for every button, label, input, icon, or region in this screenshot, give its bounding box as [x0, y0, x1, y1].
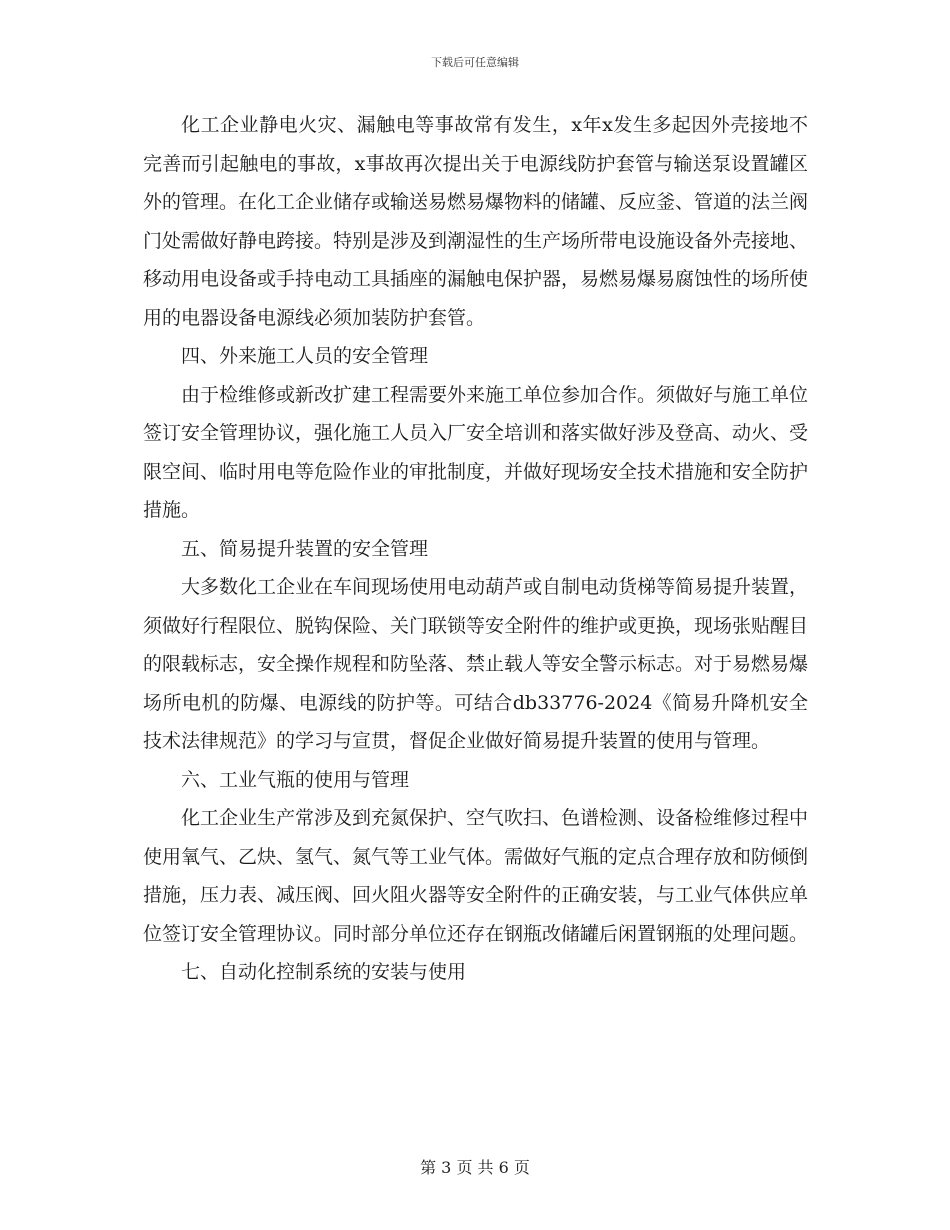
section-heading-gas-cylinders: 六、工业气瓶的使用与管理 [181, 768, 410, 791]
section-heading-contractors: 四、外来施工人员的安全管理 [181, 345, 429, 367]
page-header: 下载后可任意编辑 [431, 56, 519, 69]
paragraph-gas-cylinders: 化工企业生产常涉及到充氮保护、空气吹扫、色谱检测、设备检维修过程中使用氧气、乙炔、氢气、氮气等工业气体。需做好气瓶的定点合理存放和防倾倒措施，压力表、减压阀、回火阻火器等安全附件的正确安装，与工业气体供应单位签订安全管理协议。同时部分单位还存在钢瓶改储罐后闲置钢瓶的处理问题。 [143, 807, 809, 945]
document-body [143, 106, 808, 992]
section-heading-automation: 七、自动化控制系统的安装与使用 [181, 961, 467, 983]
section-heading-lifting-devices: 五、简易提升装置的安全管理 [181, 537, 429, 560]
paragraph-static-electricity: 化工企业静电火灾、漏触电等事故常有发生，x年x发生多起因外壳接地不完善而引起触电的事故，x事故再次提出关于电源线防护套管与输送泵设置罐区外的管理。在化工企业储存或输送易燃易爆物料的储罐、反应釜、管道的法兰阀门处需做好静电跨接。特别是涉及到潮湿性的生产场所带电设施设备外壳接地、移动用电设备或手持电动工具插座的漏触电保护器，易燃易爆易腐蚀性的场所使用的电器设备电源线必须加装防护套管。 [143, 114, 809, 329]
paragraph-contractors: 由于检维修或新改扩建工程需要外来施工单位参加合作。须做好与施工单位签订安全管理协议，强化施工人员入厂安全培训和落实做好涉及登高、动火、受限空间、临时用电等危险作业的审批制度，并做好现场安全技术措施和安全防护措施。 [143, 383, 809, 521]
paragraph-lifting-devices: 大多数化工企业在车间现场使用电动葫芦或自制电动货梯等简易提升装置，须做好行程限位、脱钩保险、关门联锁等安全附件的维护或更换，现场张贴醒目的限载标志，安全操作规程和防坠落、禁止载人等安全警示标志。对于易燃易爆场所电机的防爆、电源线的防护等。可结合db33776-2024《简易升降机安全技术法律规范》的学习与宣贯，督促企业做好简易提升装置的使用与管理。 [143, 576, 809, 752]
page-number-footer: 第 3 页 共 6 页 [420, 1158, 530, 1177]
